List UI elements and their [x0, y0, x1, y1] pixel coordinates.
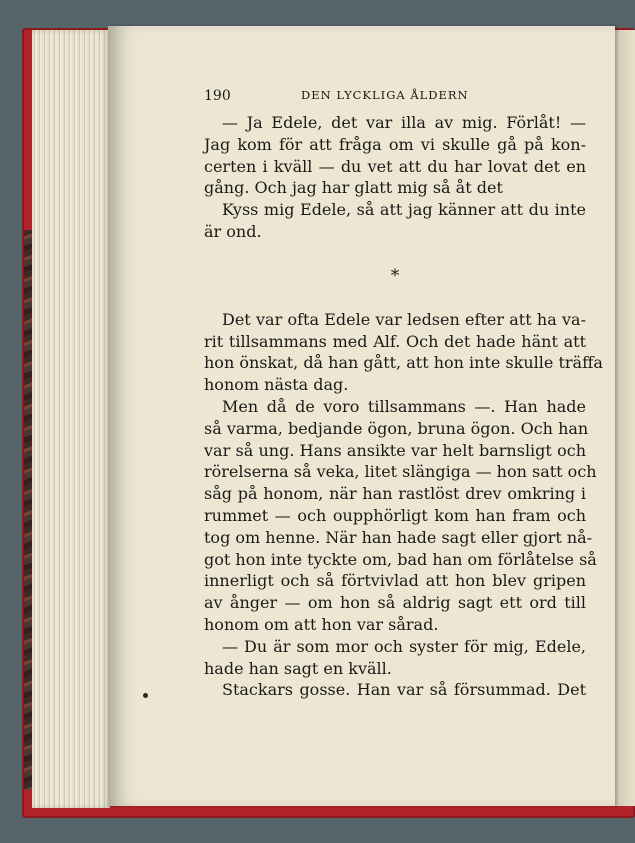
facing-page-edge: [613, 30, 635, 806]
text-line: Men då de voro tillsammans —. Han hade: [222, 396, 586, 416]
page-stack-edge: [32, 30, 110, 808]
text-line: Jag kom för att fråga om vi skulle gå på kon-: [204, 134, 586, 154]
text-line: hade han sagt en kväll.: [204, 658, 392, 678]
page-header: [204, 84, 586, 108]
ink-spot: [143, 693, 148, 698]
text-line: är ond.: [204, 221, 262, 241]
text-line: certen i kväll — du vet att du har lovat det en: [204, 156, 586, 176]
text-line: såg på honom, när han rastlöst drev omkring i: [204, 484, 586, 504]
text-line: gång. Och jag har glatt mig så åt det: [204, 178, 503, 198]
text-line: — Ja Edele, det var illa av mig. Förlåt! —: [222, 113, 586, 132]
text-line: hon önskat, då han gått, att hon inte skulle träffa: [204, 353, 603, 373]
text-line: got hon inte tyckte om, bad han om förlåtelse så: [204, 549, 597, 569]
text-line: Stackars gosse. Han var så försummad. Det: [222, 680, 586, 700]
page-number: 190: [204, 88, 231, 104]
text-line: rörelserna så veka, litet slängiga — hon satt och: [204, 462, 597, 482]
section-separator: *: [390, 265, 400, 286]
text-block-1: [204, 112, 586, 243]
text-line: honom nästa dag.: [204, 375, 349, 395]
text-block-2: [204, 309, 603, 701]
running-head: DEN LYCKLIGA ÅLDERN: [301, 88, 469, 102]
text-line: rit tillsammans med Alf. Och det hade hänt att: [204, 331, 586, 351]
page-text: [204, 84, 603, 701]
text-line: Det var ofta Edele var ledsen efter att ha va-: [222, 309, 586, 329]
text-line: rummet — och oupphörligt kom han fram och: [204, 505, 586, 525]
text-line: så varma, bedjande ögon, bruna ögon. Och han: [204, 418, 589, 438]
text-line: av ånger — om hon så aldrig sagt ett ord till: [204, 593, 586, 613]
text-line: — Du är som mor och syster för mig, Edele,: [222, 636, 586, 656]
text-line: honom om att hon var sårad.: [204, 614, 439, 634]
text-line: innerligt och så förtvivlad att hon blev gripen: [204, 571, 586, 591]
text-line: tog om henne. När han hade sagt eller gjort nå-: [204, 527, 593, 547]
text-line: Kyss mig Edele, så att jag känner att du inte: [222, 200, 586, 220]
text-line: var så ung. Hans ansikte var helt barnsligt och: [204, 440, 586, 460]
